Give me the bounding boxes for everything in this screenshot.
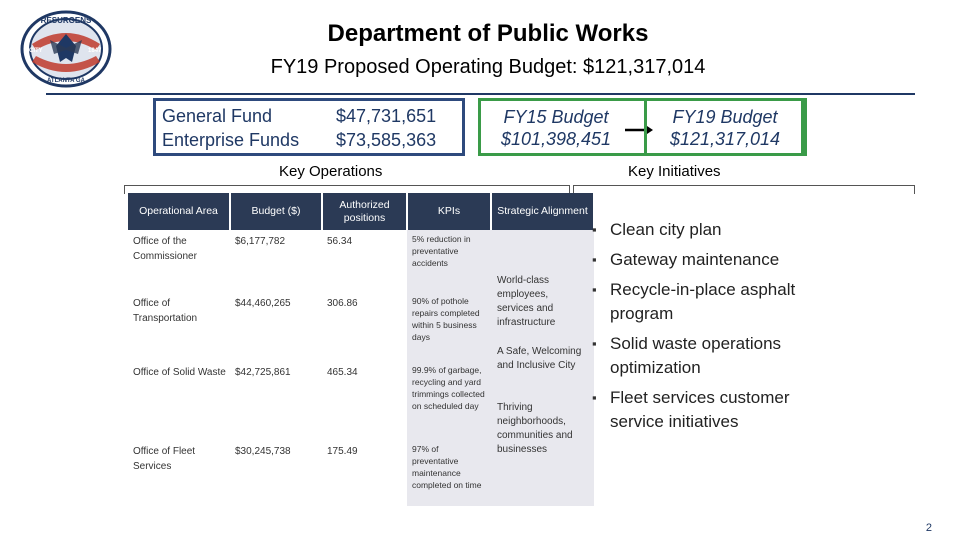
row-positions: 465.34 xyxy=(327,367,358,378)
key-initiatives-heading: Key Initiatives xyxy=(628,163,721,180)
row-positions: 306.86 xyxy=(327,298,358,309)
initiative-text: Clean city plan xyxy=(610,220,722,239)
fy19-label: FY19 Budget xyxy=(672,107,778,127)
row-budget: $30,245,738 xyxy=(235,446,291,457)
row-area: Office of the Commissioner xyxy=(133,236,197,262)
bullet-icon: ▪ xyxy=(592,252,597,267)
enterprise-funds-amount: $73,585,363 xyxy=(336,130,437,150)
col-header-budget: Budget ($) xyxy=(230,193,322,230)
table-row xyxy=(128,230,594,292)
operations-table xyxy=(128,193,595,506)
row-budget: $6,177,782 xyxy=(235,236,286,247)
svg-text:CITY: CITY xyxy=(29,48,43,54)
svg-text:ATLANTA GA: ATLANTA GA xyxy=(47,78,85,84)
col-header-strategic: Strategic Alignment xyxy=(491,193,594,230)
fy19-budget xyxy=(655,106,795,150)
fy15-budget xyxy=(486,106,626,150)
row-kpi: 5% reduction in preventative accidents xyxy=(407,230,491,292)
row-kpi: 99.9% of garbage, recycling and yard trimmings collected on scheduled day xyxy=(407,361,491,440)
fy19-highlight-box xyxy=(644,98,807,156)
row-positions: 56.34 xyxy=(327,236,353,247)
row-budget: $44,460,265 xyxy=(235,298,291,309)
strategic-item: World-class employees, services and infrastructure xyxy=(497,275,556,328)
page-title: Department of Public Works xyxy=(327,20,649,47)
bullet-icon: ▪ xyxy=(592,222,597,237)
bullet-icon: ▪ xyxy=(592,282,597,297)
initiative-text: Gateway maintenance xyxy=(610,250,780,269)
row-area: Office of Solid Waste xyxy=(133,367,226,378)
list-item xyxy=(590,386,840,434)
budget-comparison-box xyxy=(478,98,804,156)
bullet-icon: ▪ xyxy=(592,390,597,405)
row-kpi: 97% of preventative maintenance completed on time xyxy=(407,440,491,506)
page-number: 2 xyxy=(925,522,932,534)
list-item xyxy=(590,332,840,380)
initiative-text: Fleet services customer service initiatives xyxy=(610,388,790,431)
table-header-row xyxy=(128,193,594,230)
general-fund-label: General Fund xyxy=(162,106,273,126)
fy15-amount: $101,398,451 xyxy=(500,129,612,149)
fy19-amount: $121,317,014 xyxy=(669,129,781,149)
col-header-positions: Authorized positions xyxy=(322,193,407,230)
key-operations-heading: Key Operations xyxy=(279,163,383,180)
initiatives-list xyxy=(590,218,840,440)
col-header-kpis: KPIs xyxy=(407,193,491,230)
row-area: Office of Fleet Services xyxy=(133,446,196,472)
strategic-item: A Safe, Welcoming and Inclusive City xyxy=(497,346,582,371)
list-item xyxy=(590,218,840,242)
fund-summary-box xyxy=(153,98,465,156)
general-fund-amount: $47,731,651 xyxy=(336,106,437,126)
row-positions: 175.49 xyxy=(327,446,358,457)
col-header-area: Operational Area xyxy=(128,193,230,230)
svg-text:1847: 1847 xyxy=(88,48,102,54)
fy15-label: FY15 Budget xyxy=(503,107,609,127)
strategic-item: Thriving neighborhoods, communities and businesses xyxy=(497,402,573,455)
initiative-text: Recycle-in-place asphalt program xyxy=(610,280,796,323)
initiative-text: Solid waste operations optimization xyxy=(610,334,782,377)
row-kpi: 90% of pothole repairs completed within 5 business days xyxy=(407,292,491,361)
list-item xyxy=(590,278,840,326)
key-initiatives-bracket xyxy=(573,185,915,194)
svg-text:RESURGENS: RESURGENS xyxy=(40,16,92,25)
page-subtitle: FY19 Proposed Operating Budget: $121,317,014 xyxy=(270,56,706,78)
row-area: Office of Transportation xyxy=(133,298,198,324)
list-item xyxy=(590,248,840,272)
enterprise-funds-label: Enterprise Funds xyxy=(162,130,300,150)
bullet-icon: ▪ xyxy=(592,336,597,351)
strategic-alignment-cell xyxy=(491,230,594,506)
header-divider xyxy=(46,93,915,95)
row-budget: $42,725,861 xyxy=(235,367,291,378)
